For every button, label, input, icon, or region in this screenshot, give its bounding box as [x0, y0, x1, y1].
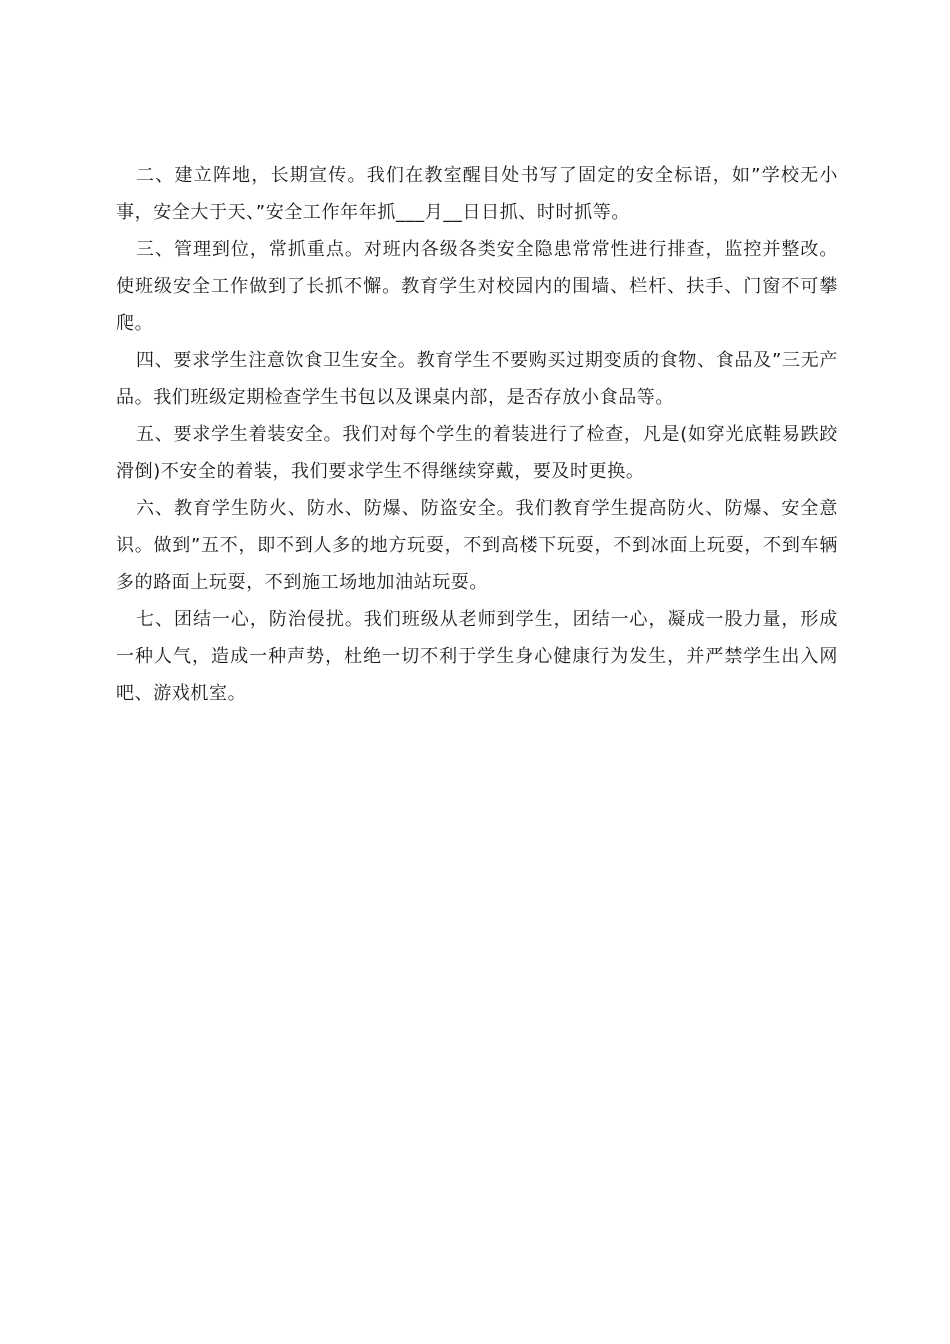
paragraph-5: 五、要求学生着装安全。我们对每个学生的着装进行了检查，凡是(如穿光底鞋易跌跤滑倒)不安全的着装，我们要求学生不得继续穿戴，要及时更换。	[116, 424, 838, 482]
paragraph-6: 六、教育学生防火、防水、防爆、防盗安全。我们教育学生提高防火、防爆、安全意识。做到”五不，即不到人多的地方玩耍，不到高楼下玩耍，不到冰面上玩耍，不到车辆多的路面上玩耍，不到施工场地加油站玩耍。	[116, 498, 838, 593]
paragraph-3: 三、管理到位，常抓重点。对班内各级各类安全隐患常常性进行排查，监控并整改。使班级安全工作做到了长抓不懈。教育学生对校园内的围墙、栏杆、扶手、门窗不可攀爬。	[116, 239, 838, 334]
paragraph-7: 七、团结一心，防治侵扰。我们班级从老师到学生，团结一心，凝成一股力量，形成一种人气，造成一种声势，杜绝一切不利于学生身心健康行为发生，并严禁学生出入网吧、游戏机室。	[116, 609, 838, 704]
paragraph-2: 二、建立阵地，长期宣传。我们在教室醒目处书写了固定的安全标语，如”学校无小事，安全大于天、”安全工作年年抓___月__日日抓、时时抓等。	[116, 165, 838, 223]
paragraph-4: 四、要求学生注意饮食卫生安全。教育学生不要购买过期变质的食物、食品及”三无产品。我们班级定期检查学生书包以及课桌内部，是否存放小食品等。	[116, 350, 838, 408]
document-body	[116, 157, 838, 712]
